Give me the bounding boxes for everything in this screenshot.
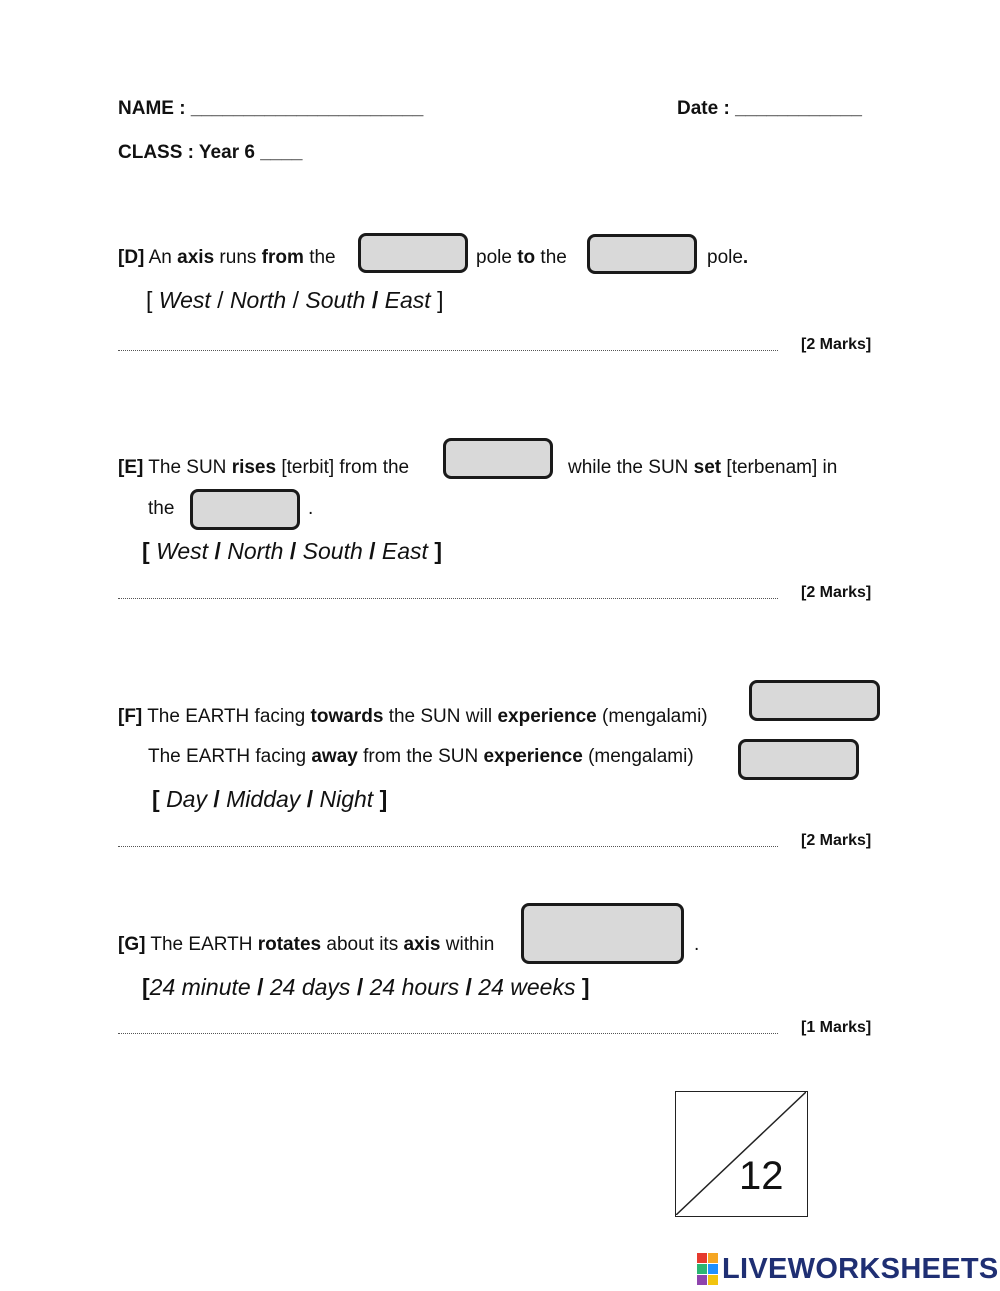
question-d-text-mid: pole to the (476, 247, 567, 268)
question-g-answer-box[interactable] (521, 903, 684, 964)
question-g-marks: [1 Marks] (801, 1019, 872, 1036)
question-g-period: . (694, 934, 700, 955)
question-e-period: . (308, 498, 314, 519)
question-e-answer-box-2[interactable] (190, 489, 300, 530)
question-e-text-start: [E] The SUN rises [terbit] from the (118, 457, 410, 478)
name-blank[interactable]: ______________________ (190, 98, 424, 119)
question-f-line-1: [F] The EARTH facing towards the SUN will experience (mengalami) (118, 706, 708, 727)
question-g-options: [24 minute / 24 days / 24 hours / 24 weeks ] (142, 974, 590, 1000)
question-d-marks: [2 Marks] (801, 336, 872, 353)
question-e-text-mid: while the SUN set [terbenam] in (568, 457, 838, 478)
question-d-dotted-line (118, 350, 778, 351)
question-e-marks: [2 Marks] (801, 584, 872, 601)
logo-square (708, 1253, 718, 1263)
question-d-answer-box-1[interactable] (358, 233, 468, 273)
question-g-dotted-line (118, 1033, 778, 1034)
question-g-tag: [G] (118, 934, 146, 955)
question-f-marks: [2 Marks] (801, 832, 872, 849)
question-d-text-end: pole. (707, 247, 749, 268)
logo-mark-icon (697, 1253, 718, 1285)
date-blank[interactable]: ____________ (735, 98, 862, 119)
question-e-options: [ West / North / South / East ] (142, 538, 443, 564)
liveworksheets-logo (697, 1252, 999, 1286)
score-box (675, 1091, 808, 1217)
name-label: NAME : ______________________ (118, 98, 424, 119)
logo-square (708, 1264, 718, 1274)
question-f-tag: [F] (118, 706, 143, 727)
logo-square (697, 1275, 707, 1285)
question-f-line-2: The EARTH facing away from the SUN experience (mengalami) (148, 746, 694, 767)
question-e-answer-box-1[interactable] (443, 438, 553, 479)
question-f-answer-box-2[interactable] (738, 739, 859, 780)
question-e-tag: [E] (118, 457, 144, 478)
question-d-tag: [D] (118, 247, 145, 268)
question-f-dotted-line (118, 846, 778, 847)
question-f-options: [ Day / Midday / Night ] (152, 786, 388, 812)
class-label: CLASS : Year 6 ____ (118, 142, 303, 163)
question-d-answer-box-2[interactable] (587, 234, 697, 274)
question-e-text-line2: the (148, 498, 175, 519)
class-blank[interactable]: ____ (260, 142, 303, 163)
logo-square (697, 1264, 707, 1274)
question-d-options: [ West / North / South / East ] (146, 287, 444, 313)
question-g-text: [G] The EARTH rotates about its axis within (118, 934, 495, 955)
question-d-text-start: [D] An axis runs from the (118, 247, 336, 268)
logo-square (697, 1253, 707, 1263)
question-f-answer-box-1[interactable] (749, 680, 880, 721)
score-total: 12 (739, 1154, 784, 1198)
question-e-dotted-line (118, 598, 778, 599)
logo-square (708, 1275, 718, 1285)
date-label: Date : ____________ (677, 98, 862, 119)
logo-text: LIVEWORKSHEETS (722, 1252, 999, 1285)
